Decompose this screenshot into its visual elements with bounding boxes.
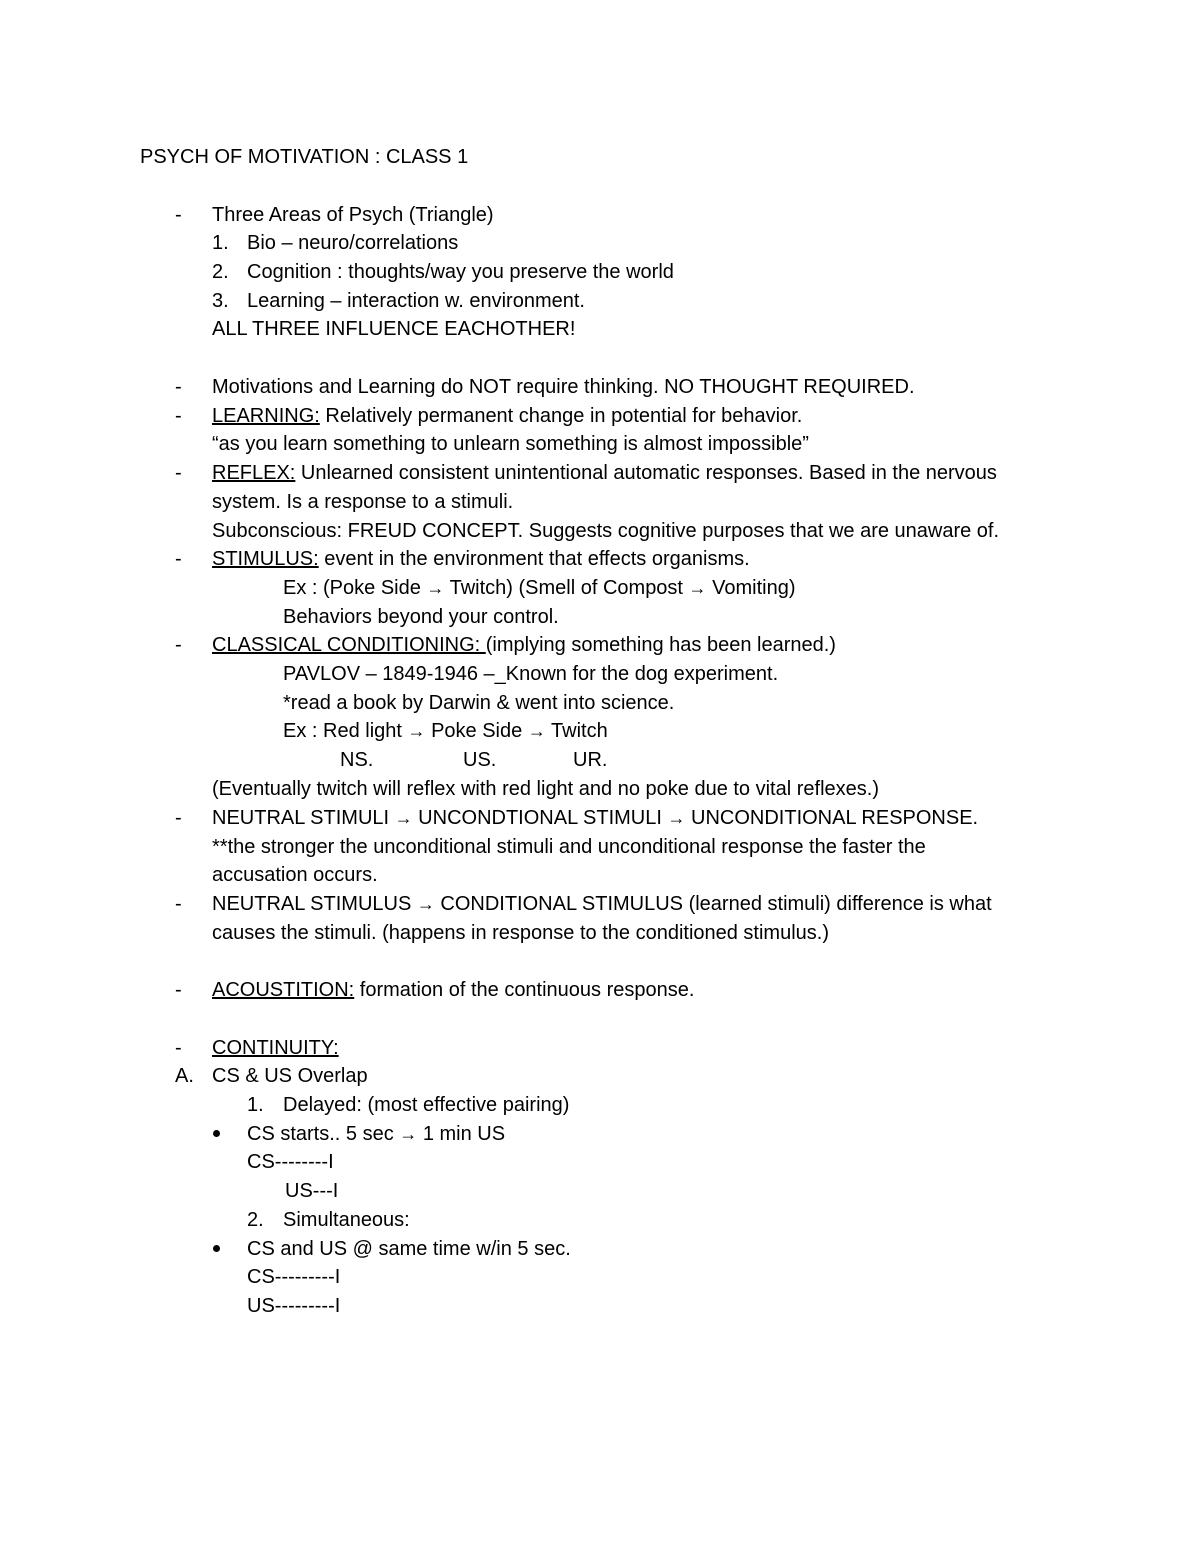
list-number: 3. (212, 290, 229, 312)
dash-marker: - (175, 548, 182, 570)
neutral-conditional-line (212, 892, 992, 916)
list-number: 2. (247, 1209, 264, 1231)
delayed-line: Delayed: (most effective pairing) (283, 1094, 570, 1116)
learning-line (212, 404, 802, 428)
bullet-text: CS starts.. 5 sec (247, 1123, 400, 1145)
dash-marker: - (175, 462, 182, 484)
classical-example (283, 719, 608, 743)
stimulus-behaviors: Behaviors beyond your control. (283, 606, 559, 628)
bullet-text: 1 min US (417, 1123, 506, 1145)
example-text: Vomiting) (706, 577, 796, 599)
list-number: 1. (212, 232, 229, 254)
acoustition-line (212, 978, 694, 1002)
learning-definition: Relatively permanent change in potential for behavior. (319, 405, 803, 427)
bullet-icon (213, 1130, 220, 1137)
example-text: Ex : Red light (283, 720, 408, 742)
dash-marker: - (175, 979, 182, 1001)
delayed-us-timeline: US---I (285, 1180, 339, 1202)
arrow-icon: → (416, 894, 435, 914)
list-number: 1. (247, 1094, 264, 1116)
learning-quote: “as you learn something to unlearn something is almost impossible” (212, 433, 809, 455)
list-number: 2. (212, 261, 229, 283)
example-text: Poke Side (425, 720, 528, 742)
dash-marker: - (175, 807, 182, 829)
sequence-text: NEUTRAL STIMULI (212, 807, 395, 829)
simultaneous-cs-timeline: CS---------I (247, 1266, 341, 1288)
delayed-cs-timeline: CS--------I (247, 1151, 334, 1173)
page-title: PSYCH OF MOTIVATION : CLASS 1 (140, 146, 469, 168)
neutral-conditional-cont: causes the stimuli. (happens in response to the conditioned stimulus.) (212, 922, 830, 944)
arrow-icon: → (527, 721, 546, 741)
stimulus-term: STIMULUS: (212, 548, 319, 570)
simultaneous-bullet: CS and US @ same time w/in 5 sec. (247, 1238, 571, 1260)
reflex-definition: Unlearned consistent unintentional automatic responses. Based in the nervous (295, 462, 997, 484)
arrow-icon: → (407, 721, 426, 741)
pavlov-line: PAVLOV – 1849-1946 –_Known for the dog experiment. (283, 663, 779, 685)
acoustition-term: ACOUSTITION: (212, 979, 355, 1001)
dash-marker: - (175, 376, 182, 398)
classical-line (212, 633, 836, 657)
stronger-note-cont: accusation occurs. (212, 864, 378, 886)
simultaneous-us-timeline: US---------I (247, 1295, 341, 1317)
reflex-definition-cont: system. Is a response to a stimuli. (212, 491, 514, 513)
eventually-line: (Eventually twitch will reflex with red light and no poke due to vital reflexes.) (212, 778, 879, 800)
example-text: Ex : (Poke Side (283, 577, 427, 599)
dash-marker: - (175, 405, 182, 427)
list-item: Cognition : thoughts/way you preserve the world (247, 261, 674, 283)
sequence-text: UNCONDTIONAL STIMULI (412, 807, 668, 829)
arrow-icon: → (426, 578, 445, 598)
delayed-bullet (247, 1122, 505, 1146)
three-areas-heading: Three Areas of Psych (Triangle) (212, 204, 494, 226)
dash-marker: - (175, 634, 182, 656)
neutral-unconditional-line (212, 806, 978, 830)
dash-marker: - (175, 1037, 182, 1059)
arrow-icon: → (667, 808, 686, 828)
stronger-note: **the stronger the unconditional stimuli and unconditional response the faster the (212, 836, 926, 858)
stimulus-definition: event in the environment that effects organisms. (318, 548, 750, 570)
ns-label: NS. (340, 749, 374, 771)
us-label: US. (463, 749, 497, 771)
bullet-icon (213, 1245, 220, 1252)
sequence-text: UNCONDITIONAL RESPONSE. (685, 807, 979, 829)
subconscious-line: Subconscious: FREUD CONCEPT. Suggests cognitive purposes that we are unaware of. (212, 520, 1000, 542)
continuity-term (212, 1036, 339, 1060)
arrow-icon: → (394, 808, 413, 828)
acoustition-definition: formation of the continuous response. (354, 979, 695, 1001)
example-text: Twitch (545, 720, 608, 742)
learning-term: LEARNING: (212, 405, 320, 427)
three-areas-note: ALL THREE INFLUENCE EACHOTHER! (212, 318, 576, 340)
continuity-term-text: CONTINUITY: (212, 1037, 339, 1059)
stimulus-line (212, 547, 750, 571)
list-item: Learning – interaction w. environment. (247, 290, 585, 312)
overlap-line: CS & US Overlap (212, 1065, 368, 1087)
reflex-term: REFLEX: (212, 462, 296, 484)
list-letter: A. (175, 1065, 194, 1087)
darwin-line: *read a book by Darwin & went into science. (283, 692, 675, 714)
classical-definition: (implying something has been learned.) (485, 634, 836, 656)
ur-label: UR. (573, 749, 608, 771)
sequence-text: CONDITIONAL STIMULUS (learned stimuli) difference is what (434, 893, 992, 915)
motivations-line: Motivations and Learning do NOT require thinking. NO THOUGHT REQUIRED. (212, 376, 915, 398)
arrow-icon: → (399, 1124, 418, 1144)
simultaneous-line: Simultaneous: (283, 1209, 410, 1231)
example-text: Twitch) (Smell of Compost (444, 577, 689, 599)
list-item: Bio – neuro/correlations (247, 232, 459, 254)
dash-marker: - (175, 204, 182, 226)
arrow-icon: → (688, 578, 707, 598)
reflex-line (212, 461, 997, 485)
sequence-text: NEUTRAL STIMULUS (212, 893, 417, 915)
dash-marker: - (175, 893, 182, 915)
stimulus-example (283, 576, 795, 600)
classical-term: CLASSICAL CONDITIONING: (212, 634, 486, 656)
